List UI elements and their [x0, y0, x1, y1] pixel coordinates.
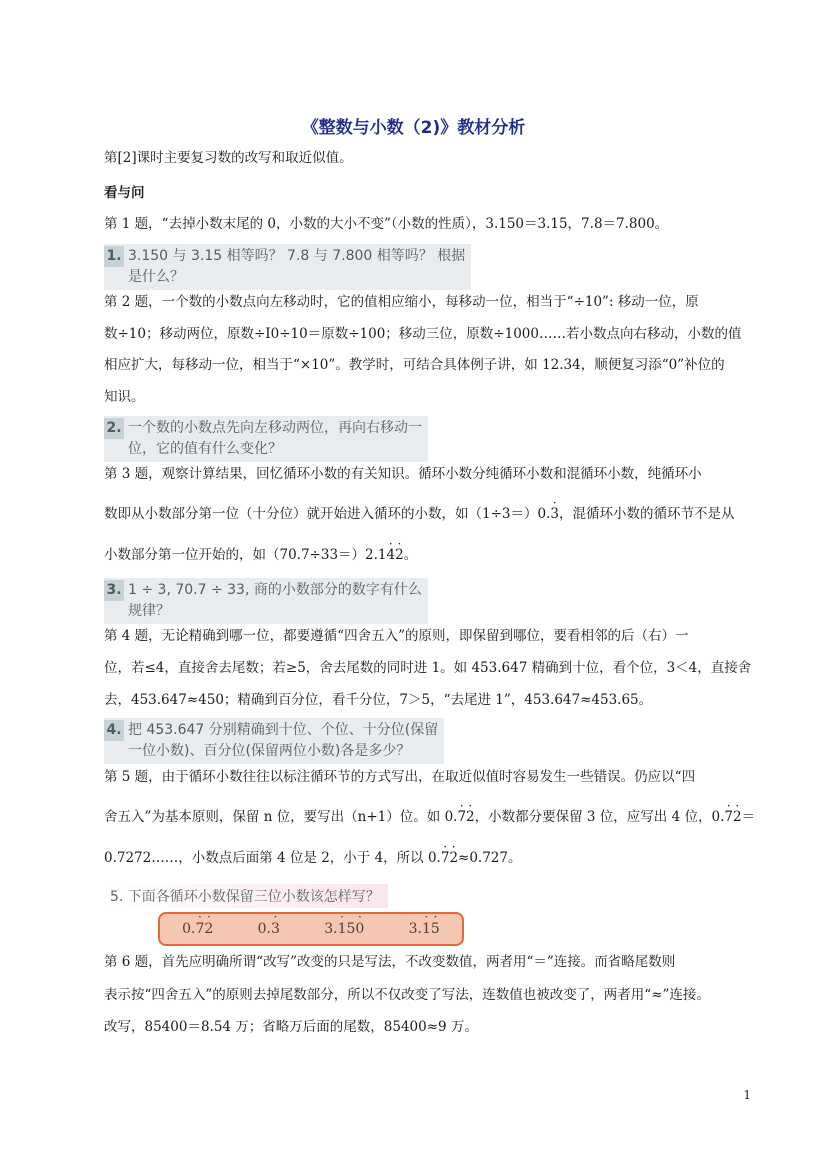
- text-segment: ≈0.727。: [458, 850, 522, 866]
- question-number: 4.: [104, 720, 124, 741]
- repeating-digit: · 0: [355, 921, 364, 937]
- paragraph-5-line: [104, 807, 755, 827]
- decimal-item: [182, 921, 213, 937]
- repeating-digit: · 2: [733, 807, 742, 827]
- paragraph-6-line: 改写，85400＝8.54 万；省略万后面的尾数，85400≈9 万。: [104, 1019, 478, 1035]
- paragraph-2-line: 第 2 题，一个数的小数点向左移动时，它的值相应缩小，每移动一位，相当于“÷10”: 移动一位，原: [104, 294, 699, 310]
- question-number: 2.: [104, 418, 124, 439]
- question-text: 把 453.647 分别精确到十位、个位、十分位(保留: [128, 722, 439, 738]
- text-segment: ，混循环小数的循环节不是从: [558, 506, 735, 522]
- text-segment: 0.7272……，小数点后面第 4 位是 2，小于 4，所以 0.: [104, 850, 441, 866]
- paragraph-4-line: 第 4 题，无论精确到哪一位，都要遵循“四舍五入”的原则，即保留到哪位，要看相邻的后（右）一: [104, 628, 689, 644]
- paragraph-1: 第 1 题，“去掉小数末尾的 0，小数的大小不变”（小数的性质），3.150＝3.15，7.8＝7.800。: [104, 216, 669, 232]
- decimal-item: [324, 921, 364, 937]
- paragraph-3-line: [104, 504, 734, 524]
- paragraph-3-line: [104, 545, 417, 565]
- page-title: 《整数与小数（2)》教材分析: [301, 118, 526, 138]
- page-number: 1: [743, 1088, 751, 1102]
- paragraph-2-line: 知识。: [104, 389, 145, 405]
- paragraph-5-line: 第 5 题，由于循环小数往往以标注循环节的方式写出，在取近似值时容易发生一些错误。仍应以“四: [104, 769, 696, 785]
- paragraph-4-line: 位，若≤4，直接舍去尾数；若≥5，舍去尾数的同时进 1。如 453.647 精确到十位，看个位，3＜4，直接舍: [104, 660, 752, 676]
- repeating-digit: · 2: [204, 921, 213, 937]
- text-segment: 舍五入”为基本原则，保留 n 位，要写出（n+1）位。如 0.: [104, 809, 458, 825]
- repeating-digit: · 2: [466, 807, 475, 827]
- text-segment: 0.: [257, 921, 271, 937]
- repeating-digit: · 3: [271, 921, 280, 937]
- paragraph-6-line: 第 6 题，首先应明确所谓“改写”改变的只是写法，不改变数值，两者用“＝”连接。而省略尾数则: [104, 954, 676, 970]
- question-box-1: [104, 244, 471, 290]
- question-text: 一位小数)、百分位(保留两位小数)各是多少？: [128, 743, 411, 759]
- repeating-digit: · 3: [550, 504, 559, 524]
- question-number: 1.: [104, 246, 124, 267]
- question-box-2: [104, 416, 428, 462]
- question-box-5: [104, 884, 474, 944]
- decimal-item: [258, 921, 280, 937]
- paragraph-2-line: 数÷10；移动两位，原数÷I0÷10＝原数÷100；移动三位，原数÷1000……若小数点向右移动，小数的值: [104, 326, 742, 342]
- paragraph-6-line: 表示按“四舍五入”的原则去掉尾数部分，所以不仅改变了写法，连数值也被改变了，两者用“≈”连接。: [104, 987, 710, 1003]
- text-segment: 数即从小数部分第一位（十分位）就开始进入循环的小数，如（1÷3＝）0.: [104, 506, 551, 522]
- question-text: 是什么？: [128, 269, 184, 285]
- paragraph-5-line: [104, 848, 522, 868]
- text-segment: 小数部分第一位开始的，如（70.7÷33＝）2.1: [104, 547, 387, 563]
- paragraph-2-line: 相应扩大，每移动一位，相当于“×10”。教学时，可结合具体例子讲，如 12.34，顺便复习添“0”补位的: [104, 357, 725, 373]
- question-box-4: [104, 718, 444, 764]
- repeating-digit: · 5: [431, 921, 440, 937]
- decimal-item: [409, 921, 440, 937]
- text-segment: ＝: [741, 809, 756, 825]
- repeating-digit: · 7: [724, 807, 733, 827]
- question-text: 规律？: [128, 603, 170, 619]
- text-segment: 5: [346, 921, 356, 937]
- section-heading: 看与问: [104, 185, 145, 201]
- question-box-3: [104, 578, 428, 624]
- repeating-digit: · 7: [457, 807, 466, 827]
- repeating-digit: · 4: [387, 545, 396, 565]
- repeating-digit: · 1: [338, 921, 347, 937]
- text-segment: ，小数都分要保留 3 位，应写出 4 位，0.: [474, 809, 725, 825]
- text-segment: 。: [403, 547, 418, 563]
- question-text: 一个数的小数点先向左移动两位，再向右移动一: [128, 420, 422, 436]
- text-segment: 0.: [182, 921, 196, 937]
- repeating-digit: · 2: [449, 848, 458, 868]
- decimal-options-strip: [158, 912, 464, 946]
- text-segment: 3.: [324, 921, 338, 937]
- repeating-digit: · 7: [196, 921, 205, 937]
- paragraph-4-line: 去，453.647≈450；精确到百分位，看千分位，7＞5，“去尾进 1”，453.647≈453.65。: [104, 692, 653, 708]
- question-text: 位，它的值有什么变化？: [128, 441, 282, 457]
- question-text: 3.150 与 3.15 相等吗？ 7.8 与 7.800 相等吗？ 根据: [128, 248, 466, 264]
- intro-text: 第[2]课时主要复习数的改写和取近似值。: [104, 150, 353, 166]
- paragraph-3-line: 第 3 题，观察计算结果，回忆循环小数的有关知识。循环小数分纯循环小数和混循环小数，纯循环小: [104, 466, 702, 482]
- question-number: 3.: [104, 580, 124, 601]
- repeating-digit: · 2: [395, 545, 404, 565]
- repeating-digit: · 7: [441, 848, 450, 868]
- question-text: 5. 下面各循环小数保留三位小数该怎样写？: [104, 884, 388, 908]
- question-text: 1 ÷ 3, 70.7 ÷ 33, 商的小数部分的数字有什么: [128, 582, 422, 598]
- repeating-digit: · 1: [422, 921, 431, 937]
- text-segment: 3.: [408, 921, 422, 937]
